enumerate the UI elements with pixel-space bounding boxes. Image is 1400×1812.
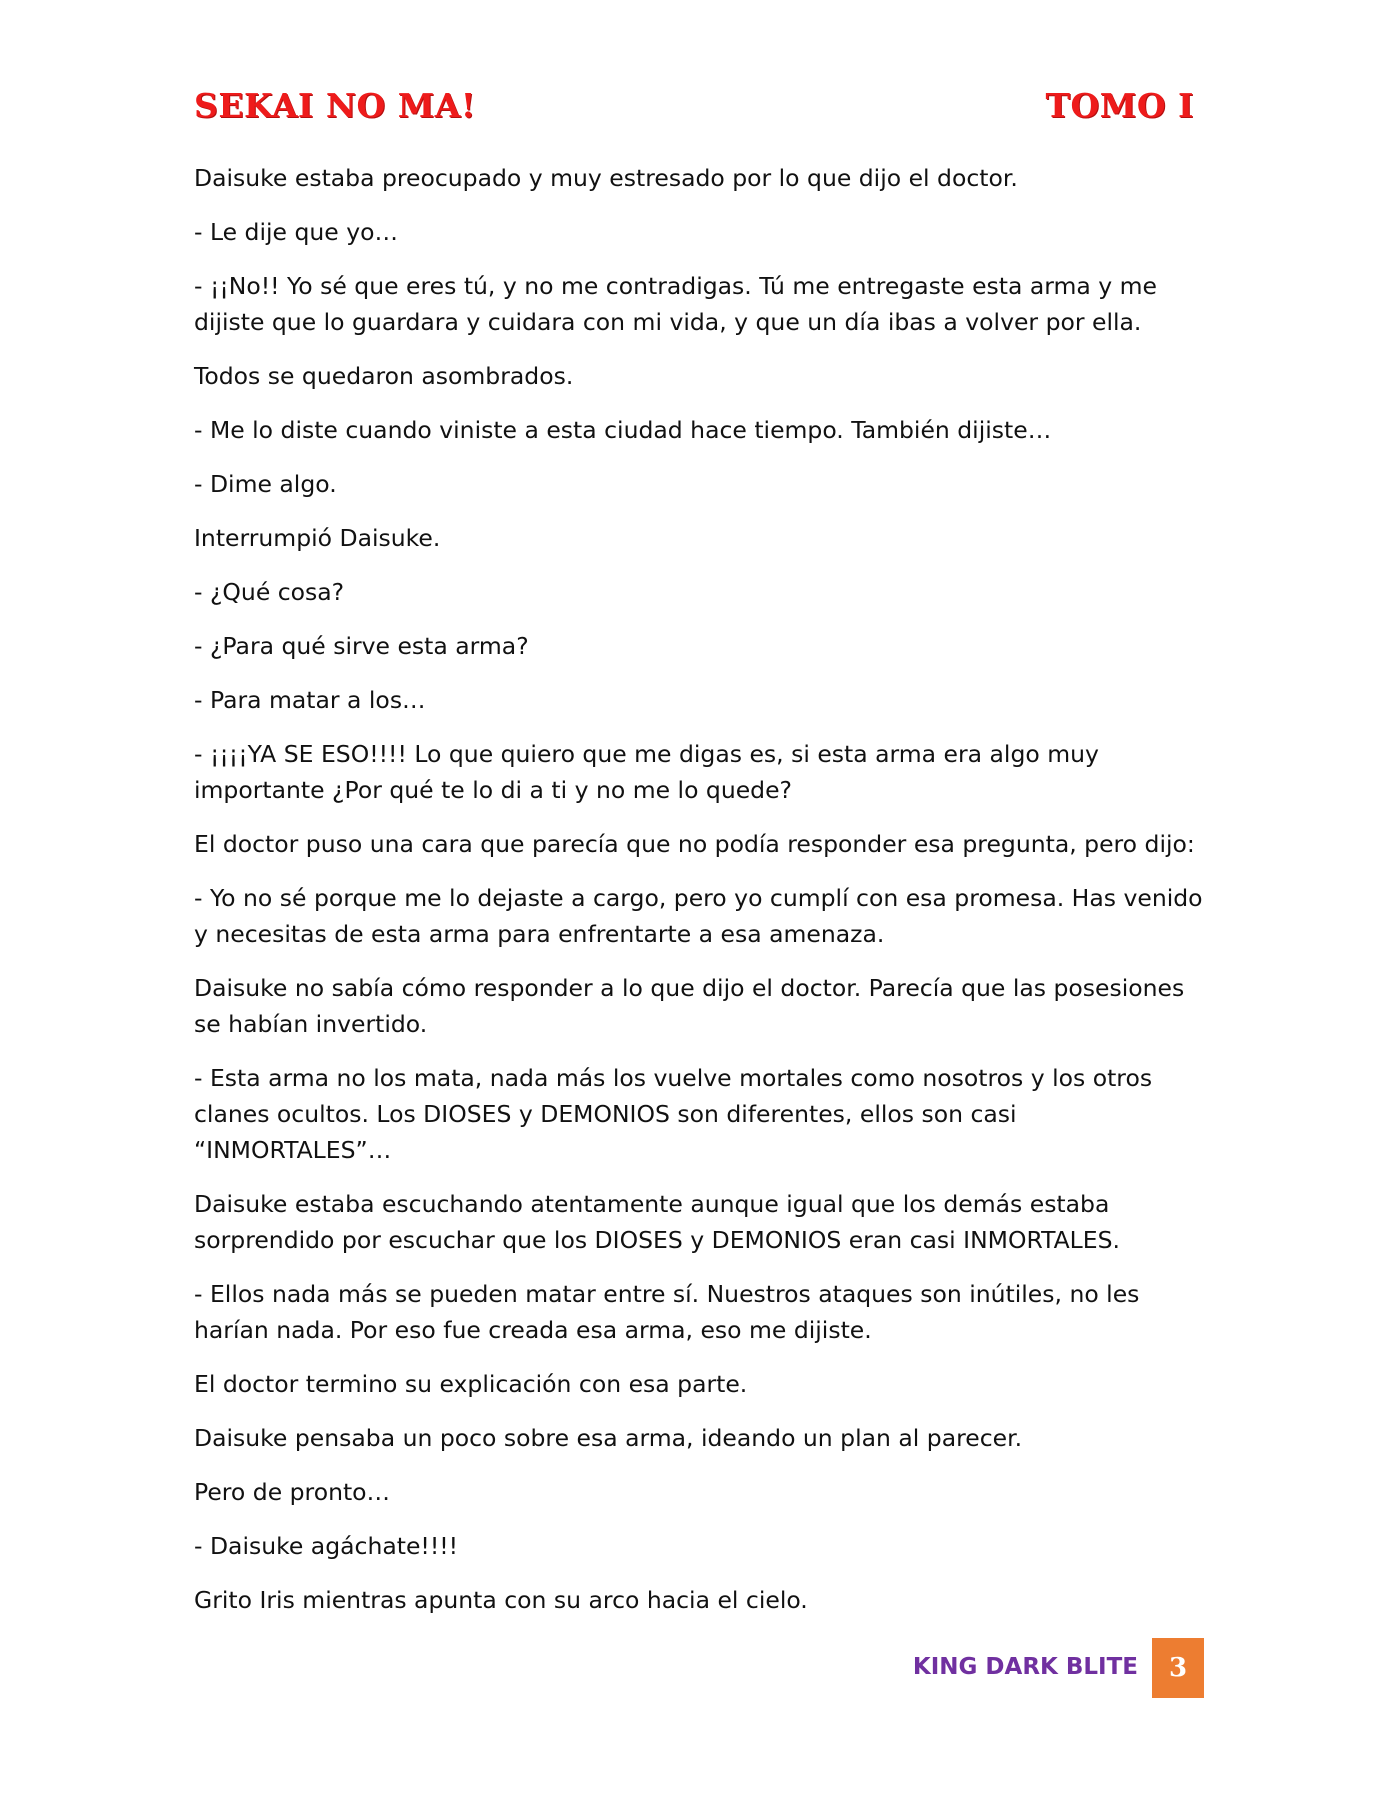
paragraph: - ¡¡No!! Yo sé que eres tú, y no me contradigas. Tú me entregaste esta arma y me dijiste que lo guardara y cuidara con mi vida, y que un día ibas a volver por ella. bbox=[194, 272, 1157, 336]
paragraph: Interrumpió Daisuke. bbox=[194, 524, 441, 552]
body-text bbox=[194, 160, 1204, 1636]
paragraph: - ¡¡¡¡YA SE ESO!!!! Lo que quiero que me digas es, si esta arma era algo muy importante ¿Por qué te lo di a ti y no me lo quede? bbox=[194, 740, 1099, 804]
paragraph: El doctor termino su explicación con esa parte. bbox=[194, 1370, 748, 1398]
paragraph: El doctor puso una cara que parecía que no podía responder esa pregunta, pero dijo: bbox=[194, 830, 1195, 858]
paragraph: - Daisuke agáchate!!!! bbox=[194, 1532, 459, 1560]
paragraph: Daisuke estaba preocupado y muy estresado por lo que dijo el doctor. bbox=[194, 164, 1018, 192]
paragraph: - Ellos nada más se pueden matar entre sí. Nuestros ataques son inútiles, no les harían nada. Por eso fue creada esa arma, eso me dijiste. bbox=[194, 1280, 1140, 1344]
page-number-badge: 3 bbox=[1152, 1638, 1204, 1698]
paragraph: Pero de pronto… bbox=[194, 1478, 391, 1506]
paragraph: - Para matar a los… bbox=[194, 686, 426, 714]
page-header bbox=[194, 86, 1194, 136]
paragraph: - ¿Qué cosa? bbox=[194, 578, 345, 606]
paragraph: - Me lo diste cuando viniste a esta ciudad hace tiempo. También dijiste… bbox=[194, 416, 1052, 444]
paragraph: Daisuke estaba escuchando atentamente aunque igual que los demás estaba sorprendido por escuchar que los DIOSES y DEMONIOS eran casi INMORTALES. bbox=[194, 1190, 1121, 1254]
paragraph: - Dime algo. bbox=[194, 470, 337, 498]
author-name: KING DARK BLITE bbox=[912, 1654, 1138, 1680]
paragraph: - Le dije que yo… bbox=[194, 218, 398, 246]
book-title: SEKAI NO MA! bbox=[194, 86, 476, 125]
paragraph: - Esta arma no los mata, nada más los vuelve mortales como nosotros y los otros clanes ocultos. Los DIOSES y DEMONIOS son diferentes, ellos son casi “INMORTALES”… bbox=[194, 1064, 1153, 1164]
paragraph: - Yo no sé porque me lo dejaste a cargo, pero yo cumplí con esa promesa. Has venido y necesitas de esta arma para enfrentarte a esa amenaza. bbox=[194, 884, 1203, 948]
page-footer bbox=[900, 1638, 1204, 1698]
paragraph: Daisuke pensaba un poco sobre esa arma, ideando un plan al parecer. bbox=[194, 1424, 1023, 1452]
paragraph: - ¿Para qué sirve esta arma? bbox=[194, 632, 529, 660]
paragraph: Grito Iris mientras apunta con su arco hacia el cielo. bbox=[194, 1586, 808, 1614]
paragraph: Todos se quedaron asombrados. bbox=[194, 362, 574, 390]
volume-label: TOMO I bbox=[1045, 86, 1194, 125]
paragraph: Daisuke no sabía cómo responder a lo que dijo el doctor. Parecía que las posesiones se habían invertido. bbox=[194, 974, 1185, 1038]
